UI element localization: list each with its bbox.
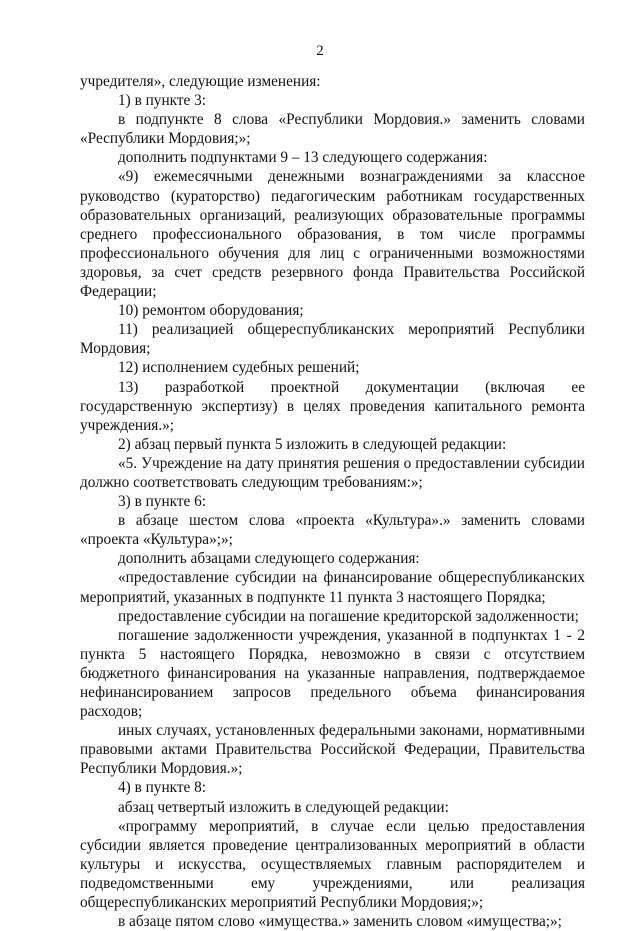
subitem-12: 12) исполнением судебных решений; [118, 359, 360, 377]
paragraph: предоставление субсидии на погашение кредиторской задолженности; [118, 607, 579, 625]
page-number: 2 [316, 43, 324, 59]
paragraph: дополнить подпунктами 9 – 13 следующего содержания: [118, 149, 488, 167]
paragraph: дополнить абзацами следующего содержания: [118, 550, 420, 568]
document-body [80, 72, 585, 931]
paragraph: иных случаях, установленных федеральными законами, нормативными правовыми актами Правительства Российской Федерации, Правительства Республики Мордовия.»; [80, 722, 585, 778]
list-item-3: 3) в пункте 6: [118, 493, 207, 511]
list-item-1: 1) в пункте 3: [118, 92, 207, 110]
paragraph: в подпункте 8 слова «Республики Мордовия.» заменить словами «Республики Мордовия;»; [80, 111, 585, 148]
paragraph: погашение задолженности учреждения, указанной в подпунктах 1 - 2 пункта 5 настоящего Порядка, невозможно в связи с отсутствием бюджетного финансирования на указанные направления, подтверждаемое нефинансированием запросов предельного объема финансирования расходов; [80, 626, 585, 721]
paragraph: в абзаце шестом слова «проекта «Культура».» заменить словами «проекта «Культура»;»; [80, 512, 585, 549]
list-item-4: 4) в пункте 8: [118, 779, 207, 797]
quoted-paragraph: «программу мероприятий, в случае если целью предоставления субсидии является проведение централизованных мероприятий в области культуры и искусства, осуществляемых главным распорядителем и подведомственными ему учреждениями, или реализация общереспубликанских мероприятий Республики Мордовия;»; [80, 817, 585, 912]
list-item-2: 2) абзац первый пункта 5 изложить в следующей редакции: [118, 435, 507, 453]
paragraph: в абзаце пятом слово «имущества.» заменить словом «имущества;»; [118, 913, 562, 931]
subitem-10: 10) ремонтом оборудования; [118, 302, 304, 320]
paragraph-continuation: учредителя», следующие изменения: [80, 73, 321, 90]
paragraph: абзац четвертый изложить в следующей редакции: [118, 798, 449, 816]
subitem-13: 13) разработкой проектной документации (включая ее государственную экспертизу) в целях проведения капитального ремонта учреждения.»; [80, 378, 585, 434]
quoted-paragraph: «5. Учреждение на дату принятия решения о предоставлении субсидии должно соответствовать следующим требованиям:»; [80, 454, 585, 491]
quoted-paragraph: «предоставление субсидии на финансирование общереспубликанских мероприятий, указанных в подпункте 11 пункта 3 настоящего Порядка; [80, 569, 585, 606]
subitem-11: 11) реализацией общереспубликанских мероприятий Республики Мордовия; [80, 321, 585, 358]
subitem-9: «9) ежемесячными денежными вознаграждениями за классное руководство (кураторство) педагогическим работникам государственных образовательных организаций, реализующих образовательные программы среднего профессионального образования, в том числе программы профессионального обучения для лиц с ограниченными возможностями здоровья, за счет средств резервного фонда Правительства Российской Федерации; [80, 168, 585, 301]
